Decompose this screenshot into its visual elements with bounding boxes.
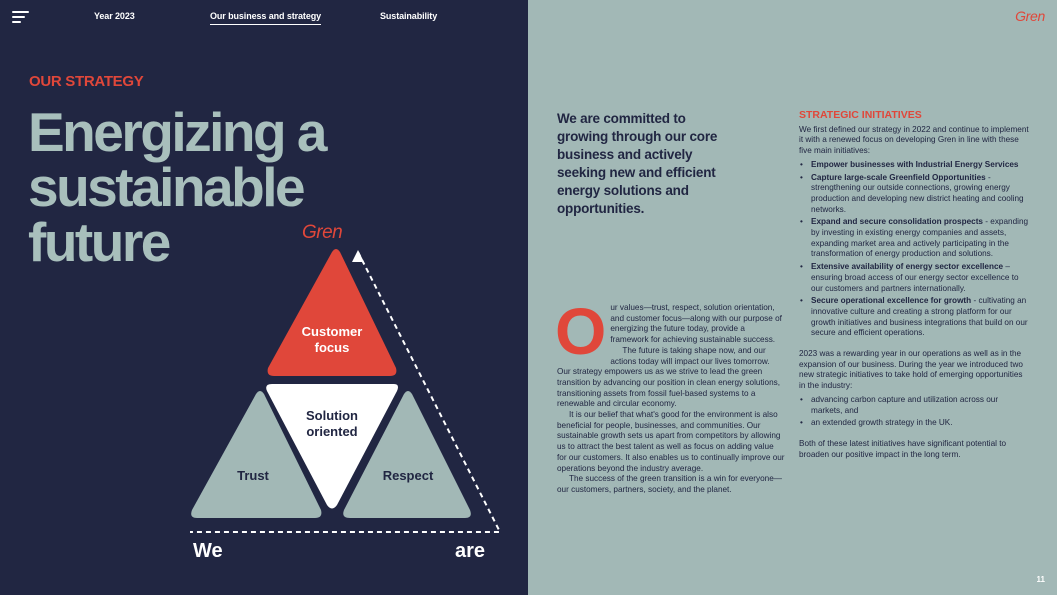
initiative-3-text: - expanding by investing in existing energy companies and assets, expanding market area and actively participating in the transformation of energy production and solutions.	[811, 217, 1029, 259]
body-paragraph-1: ur values—trust, respect, solution orientation, and customer focus—along with our purpose of energizing the future today, provide a framework for achieving sustainable success.	[610, 303, 782, 345]
intro-line-3: business and actively	[557, 147, 693, 162]
nav-year-2023[interactable]: Year 2023	[94, 11, 135, 21]
year-2023-paragraph: 2023 was a rewarding year in our operations as well as in the expansion of our business. During the year we introduced two new strategic initiatives to take hold of emerging opportunities in the industry:	[799, 349, 1023, 391]
intro-statement	[557, 110, 757, 218]
label-we: We	[193, 540, 223, 562]
intro-line-2: growing through our core	[557, 129, 718, 144]
body-paragraph-4: The success of the green transition is a win for everyone—our customers, partners, society, and the planet.	[557, 474, 782, 494]
label-customer-focus-line-2: focus	[314, 340, 350, 355]
initiative-1-title: Empower businesses with Industrial Energy Services	[811, 159, 1019, 169]
label-respect: Respect	[382, 468, 434, 483]
title-line-2: sustainable	[28, 156, 304, 218]
triangle-customer-focus	[268, 249, 397, 376]
initiative-2-title: Capture large-scale Greenfield Opportunities	[811, 172, 986, 182]
page-number: 11	[1036, 575, 1045, 584]
initiatives-title: STRATEGIC INITIATIVES	[799, 109, 922, 121]
list-item	[799, 160, 1029, 171]
body-paragraph-3: It is our belief that what's good for the environment is also beneficial for people, businesses, and communities. Our sustainable growth sets us apart from competitors by allowing us to attract the best talent as well as focus on adding value for our customers. It also enables us to continually improve our operations beyond the industry average.	[557, 410, 785, 473]
strategic-initiatives	[799, 110, 1029, 460]
list-item: • advancing carbon capture and utilization across our markets, and	[799, 395, 1029, 416]
menu-icon[interactable]	[12, 11, 29, 24]
title-line-1: Energizing a	[28, 101, 325, 163]
label-solution-oriented-line-1: Solution	[306, 408, 358, 423]
diagram-logo: Gren	[302, 222, 343, 243]
section-eyebrow: OUR STRATEGY	[29, 73, 144, 90]
title-line-3: future	[28, 211, 169, 273]
label-customer-focus	[290, 324, 374, 356]
initiatives-intro: We first defined our strategy in 2022 and continue to implement it with a renewed focus on developing Gren in line with these five main initiatives:	[799, 124, 1029, 156]
body-paragraph-2: The future is taking shape now, and our actions today will impact our lives tomorrow. Our strategy empowers us as we strive to lead the green transition by advancing our position in clean energy solutions, transitioning assets from fossil fuel-based systems to a renewable and circular economy.	[557, 345, 781, 409]
initiative-5-title: Secure operational excellence for growth	[811, 296, 972, 306]
initiative-4-title: Extensive availability of energy sector excellence	[811, 262, 1004, 272]
intro-line-4: seeking new and efficient	[557, 165, 716, 180]
intro-line-5: energy solutions and	[557, 183, 689, 198]
values-diagram	[180, 220, 520, 580]
intro-line-6: opportunities.	[557, 201, 645, 216]
label-trust: Trust	[237, 468, 269, 483]
list-item	[799, 217, 1029, 260]
list-item: • an extended growth strategy in the UK.	[799, 418, 1029, 429]
list-item	[799, 262, 1029, 294]
list-item	[799, 173, 1029, 216]
label-are: are	[455, 540, 486, 562]
label-solution-oriented	[290, 408, 374, 440]
new-initiatives-list	[799, 395, 1029, 429]
initiatives-list	[799, 160, 1029, 339]
label-solution-oriented-line-2: oriented	[306, 424, 358, 439]
initiative-3-title: Expand and secure consolidation prospects	[811, 217, 983, 227]
initiative-4-text: – ensuring broad access of our energy sector excellence to our customers and partners internationally.	[811, 262, 1019, 293]
initiative-5-text: - cultivating an innovative culture and creating a strong platform for our growth initiatives and business integrations that build on our secure and efficient operations.	[811, 296, 1028, 338]
drop-cap: O	[555, 294, 607, 368]
closing-paragraph: Both of these latest initiatives have significant potential to broaden our positive impact in the long term.	[799, 438, 1007, 459]
label-customer-focus-line-1: Customer	[301, 324, 363, 339]
list-item	[799, 296, 1029, 339]
brand-logo[interactable]: Gren	[1015, 8, 1045, 24]
body-text	[555, 294, 785, 496]
arrow-head	[352, 250, 364, 262]
intro-line-1: We are committed to	[557, 111, 686, 126]
nav-sustainability[interactable]: Sustainability	[380, 11, 438, 21]
initiative-2-text: - strengthening our outside connections, growing energy production and developing new district heating and cooling networks.	[811, 172, 1024, 214]
nav-business-strategy[interactable]: Our business and strategy	[210, 11, 321, 25]
